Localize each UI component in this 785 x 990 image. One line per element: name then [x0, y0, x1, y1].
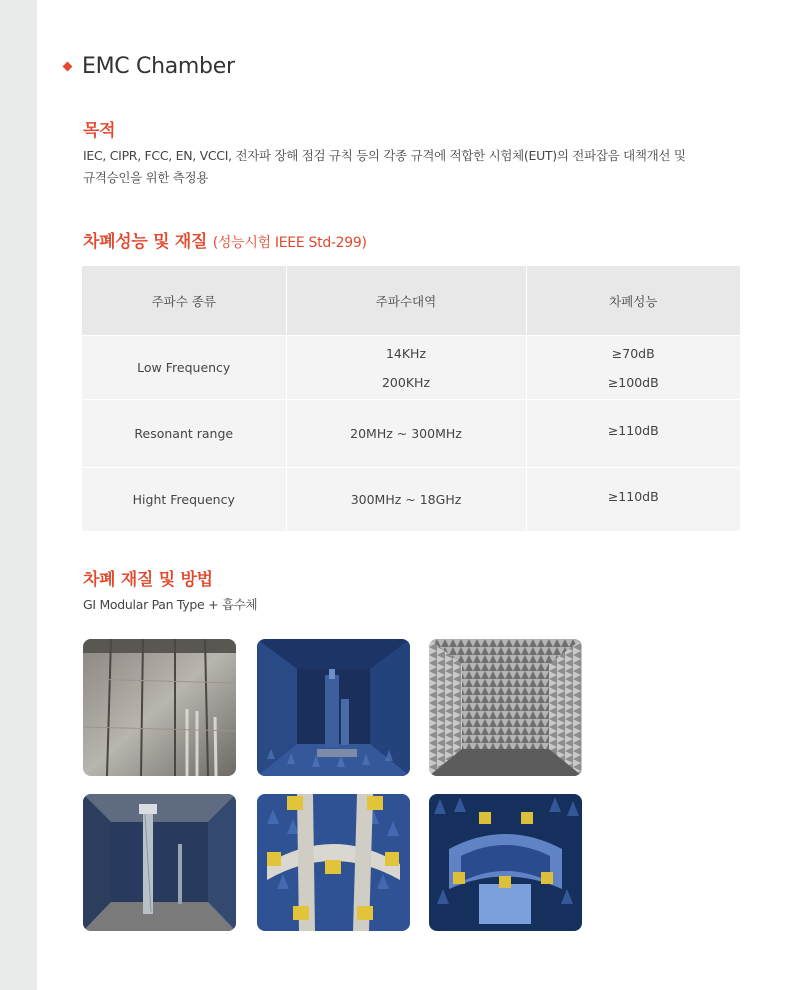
- shielding-heading-main: 차폐성능 및 재질: [83, 232, 208, 252]
- table-row: [82, 468, 740, 532]
- material-text: GI Modular Pan Type + 흡수체: [83, 597, 258, 612]
- cell-frequency-band: 300MHz ~ 18GHz: [286, 468, 526, 532]
- table-row: [82, 336, 740, 400]
- page-title: EMC Chamber: [82, 54, 235, 79]
- cell-frequency-type: Resonant range: [82, 400, 286, 468]
- cell-shielding-performance: [526, 468, 740, 532]
- table-header-row: [82, 266, 740, 336]
- cell-shielding-performance: [526, 400, 740, 468]
- cell-frequency-type: Low Frequency: [82, 336, 286, 400]
- gi-panel-wall-photo: [83, 639, 236, 776]
- ferrite-absorber-photo-2: [429, 794, 582, 931]
- page-title-row: [64, 54, 235, 79]
- ferrite-absorber-photo-1: [257, 794, 410, 931]
- band-value: 14KHz: [385, 345, 427, 361]
- cell-shielding-performance: [526, 336, 740, 400]
- material-heading: 차폐 재질 및 방법: [83, 570, 213, 590]
- band-value: 200KHz: [381, 374, 431, 390]
- cell-frequency-type: Hight Frequency: [82, 468, 286, 532]
- performance-value: ≥110dB: [607, 489, 659, 504]
- anechoic-chamber-tower-photo: [257, 639, 410, 776]
- table-row: [82, 400, 740, 468]
- performance-value: ≥70dB: [611, 345, 655, 361]
- left-sidebar-strip: [0, 0, 37, 990]
- purpose-heading: 목적: [83, 121, 116, 141]
- purpose-text: [83, 145, 686, 189]
- column-header-frequency-band: 주파수대역: [286, 266, 526, 336]
- shielding-heading-sub: (성능시험 IEEE Std-299): [212, 235, 367, 251]
- cell-frequency-band: [286, 336, 526, 400]
- column-header-frequency-type: 주파수 종류: [82, 266, 286, 336]
- performance-value: ≥100dB: [607, 374, 659, 390]
- shielding-performance-table: [82, 266, 740, 532]
- diamond-bullet-icon: [63, 62, 73, 72]
- antenna-mast-chamber-photo: [83, 794, 236, 931]
- cell-frequency-band: 20MHz ~ 300MHz: [286, 400, 526, 468]
- shielding-heading: [83, 227, 367, 252]
- purpose-text-line-2: 규격승인을 위한 측정용: [83, 170, 209, 185]
- purpose-text-line-1: IEC, CIPR, FCC, EN, VCCI, 전자파 장해 점검 규칙 등의 각종 규격에 적합한 시험체(EUT)의 전파잡음 대책개선 및: [83, 148, 686, 163]
- grey-absorber-room-photo: [429, 639, 582, 776]
- performance-value: ≥110dB: [607, 423, 659, 438]
- column-header-shielding-performance: 차폐성능: [526, 266, 740, 336]
